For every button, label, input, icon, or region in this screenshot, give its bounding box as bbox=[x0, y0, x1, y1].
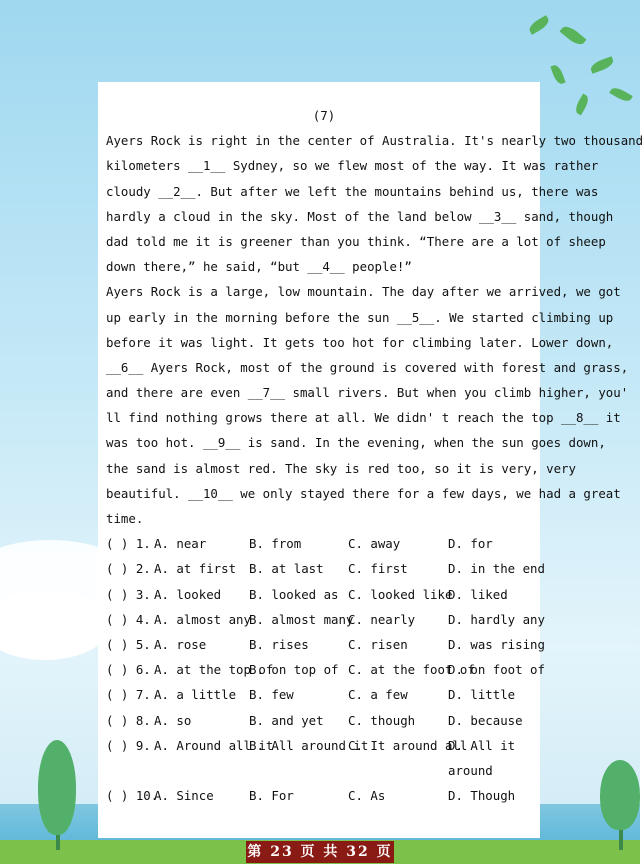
option-d: D. for bbox=[448, 536, 493, 552]
page-counter: 第 23 页 共 32 页 bbox=[246, 841, 394, 863]
question-row bbox=[106, 607, 545, 632]
option-d: D. All it bbox=[448, 737, 516, 753]
option-c: C. looked like bbox=[348, 586, 453, 602]
option-a: A. at first bbox=[154, 561, 237, 577]
option-c: C. As bbox=[348, 788, 386, 804]
option-a: A. near bbox=[154, 536, 207, 552]
passage-line: up early in the morning before the sun __5__. We started climbing up bbox=[106, 309, 614, 325]
question-row bbox=[106, 632, 545, 657]
question-number: ( ) 1. bbox=[106, 536, 151, 552]
question-list bbox=[106, 531, 545, 808]
passage-line: was too hot. __9__ is sand. In the evening, when the sun goes down, bbox=[106, 435, 606, 451]
option-d: D. in the end bbox=[448, 561, 545, 577]
passage-line: __6__ Ayers Rock, most of the ground is covered with forest and grass, bbox=[106, 359, 629, 375]
question-row bbox=[106, 708, 542, 733]
option-a: A. Around all it bbox=[154, 737, 274, 753]
option-d: D. liked bbox=[448, 586, 508, 602]
spacer bbox=[106, 758, 448, 783]
option-a: A. rose bbox=[154, 636, 207, 652]
passage-line: before it was light. It gets too hot for climbing later. Lower down, bbox=[106, 334, 614, 350]
option-c: C. at the foot of bbox=[348, 662, 475, 678]
option-b: B. from bbox=[249, 536, 302, 552]
option-a: A. Since bbox=[154, 788, 214, 804]
passage-line: ll find nothing grows there at all. We didn' t reach the top __8__ it bbox=[106, 410, 621, 426]
option-b: B. at last bbox=[249, 561, 324, 577]
option-b: B. on top of bbox=[249, 662, 339, 678]
document-content bbox=[106, 103, 643, 808]
option-b: B. looked as bbox=[249, 586, 339, 602]
question-row bbox=[106, 783, 542, 808]
option-a: A. at the top of bbox=[154, 662, 274, 678]
option-c: C. a few bbox=[348, 687, 408, 703]
option-b: B. All around it bbox=[249, 737, 369, 753]
question-number: ( ) 2. bbox=[106, 561, 151, 577]
question-number: ( ) 6. bbox=[106, 662, 151, 678]
option-b: B. almost many bbox=[249, 611, 354, 627]
passage-line: dad told me it is greener than you think. “There are a lot of sheep bbox=[106, 233, 606, 249]
option-b: B. rises bbox=[249, 636, 309, 652]
option-c: C. It around all bbox=[348, 737, 468, 753]
option-c: C. risen bbox=[348, 636, 408, 652]
option-d-continued: around bbox=[448, 762, 493, 778]
question-row bbox=[106, 582, 542, 607]
option-a: A. looked bbox=[154, 586, 222, 602]
option-d: D. hardly any bbox=[448, 611, 545, 627]
tree-decoration bbox=[600, 760, 640, 830]
question-number: ( ) 10. bbox=[106, 788, 159, 804]
option-a: A. almost any bbox=[154, 611, 251, 627]
passage-line: the sand is almost red. The sky is red too, so it is very, very bbox=[106, 460, 576, 476]
passage-text bbox=[106, 128, 643, 531]
question-row bbox=[106, 682, 542, 707]
question-row bbox=[106, 531, 542, 556]
question-number: ( ) 8. bbox=[106, 712, 151, 728]
question-row bbox=[106, 733, 542, 758]
option-b: B. and yet bbox=[249, 712, 324, 728]
tree-decoration bbox=[38, 740, 76, 835]
option-d: D. little bbox=[448, 687, 516, 703]
passage-line: Ayers Rock is a large, low mountain. The day after we arrived, we got bbox=[106, 284, 621, 300]
question-row bbox=[106, 556, 545, 581]
passage-line: Ayers Rock is right in the center of Australia. It's nearly two thousand bbox=[106, 133, 643, 149]
option-c: C. though bbox=[348, 712, 416, 728]
passage-line: hardly a cloud in the sky. Most of the land below __3__ sand, though bbox=[106, 208, 614, 224]
question-number: ( ) 4. bbox=[106, 611, 151, 627]
option-b: B. few bbox=[249, 687, 294, 703]
option-d: D. Though bbox=[448, 788, 516, 804]
question-number: ( ) 5. bbox=[106, 636, 151, 652]
passage-number: (7) bbox=[312, 108, 336, 123]
question-row-continued bbox=[106, 758, 542, 783]
option-c: C. first bbox=[348, 561, 408, 577]
question-number: ( ) 7. bbox=[106, 687, 151, 703]
option-d: D. on foot of bbox=[448, 662, 545, 678]
question-number: ( ) 3. bbox=[106, 586, 151, 602]
question-row bbox=[106, 657, 545, 682]
option-d: D. because bbox=[448, 712, 523, 728]
option-a: A. so bbox=[154, 712, 192, 728]
passage-line: beautiful. __10__ we only stayed there for a few days, we had a great bbox=[106, 485, 621, 501]
option-c: C. nearly bbox=[348, 611, 416, 627]
passage-line: time. bbox=[106, 511, 144, 526]
option-b: B. For bbox=[249, 788, 294, 804]
option-a: A. a little bbox=[154, 687, 237, 703]
passage-line: and there are even __7__ small rivers. But when you climb higher, you' bbox=[106, 385, 629, 401]
passage-line: kilometers __1__ Sydney, so we flew most of the way. It was rather bbox=[106, 158, 599, 174]
option-d: D. was rising bbox=[448, 636, 545, 652]
passage-line: cloudy __2__. But after we left the mountains behind us, there was bbox=[106, 183, 599, 199]
passage-line: down there,” he said, “but __4__ people!” bbox=[106, 259, 412, 275]
question-number: ( ) 9. bbox=[106, 737, 151, 753]
option-c: C. away bbox=[348, 536, 401, 552]
